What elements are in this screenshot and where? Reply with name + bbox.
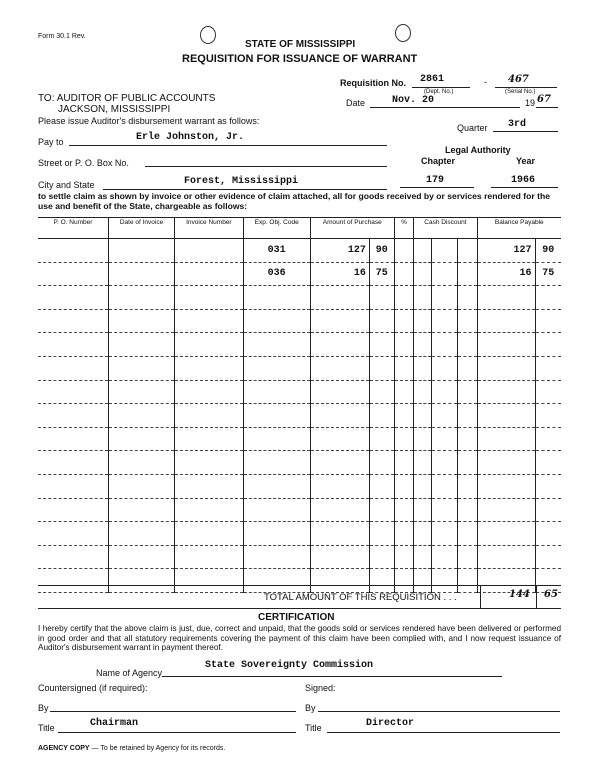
amount-cents-cell: 75 — [369, 262, 394, 286]
exp-code-cell: 031 — [243, 239, 310, 263]
exp-code-cell — [243, 333, 310, 357]
percent-cell — [394, 427, 414, 451]
percent-cell — [394, 474, 414, 498]
col-date-of-invoice: Date of Invoice — [108, 218, 174, 239]
balance-cents-cell — [535, 474, 561, 498]
discount-cell-b — [431, 498, 457, 522]
amount-cents-cell — [369, 380, 394, 404]
balance-cents-cell — [535, 427, 561, 451]
amount-dollars-cell — [310, 522, 369, 546]
table-row — [38, 545, 561, 569]
claims-table — [38, 217, 561, 593]
invoice-date-cell — [108, 545, 174, 569]
city-label: City and State — [38, 180, 95, 190]
discount-cell-c — [457, 286, 477, 310]
pay-to-line — [69, 145, 387, 146]
balance-dollars-cell — [477, 451, 535, 475]
percent-cell — [394, 545, 414, 569]
discount-cell-c — [457, 451, 477, 475]
settle-claim-text: to settle claim as shown by invoice or other evidence of claim attached, all for goods received by or services rendered for the use and benefit of the State, chargeable as follows: — [38, 191, 550, 211]
discount-cell-a — [414, 286, 432, 310]
percent-cell — [394, 333, 414, 357]
discount-cell-b — [431, 427, 457, 451]
by-label-left: By — [38, 703, 49, 713]
discount-cell-a — [414, 451, 432, 475]
discount-cell-b — [431, 545, 457, 569]
invoice-date-cell — [108, 474, 174, 498]
percent-cell — [394, 380, 414, 404]
discount-cell-a — [414, 380, 432, 404]
invoice-number-cell — [175, 356, 243, 380]
street-label: Street or P. O. Box No. — [38, 158, 129, 168]
balance-dollars-cell: 127 — [477, 239, 535, 263]
certification-text: I hereby certify that the above claim is just, due, correct and unpaid, that the goods sold or services rendered have been delivered or performed in good order and that all statutory requirements covering the payment of this claim have been complied with, and I now request issuance of Auditor's disbursement warrant in payment thereof. — [38, 624, 561, 652]
col-cash-discount: Cash Discount — [414, 218, 477, 239]
amount-dollars-cell — [310, 356, 369, 380]
table-row — [38, 451, 561, 475]
quarter-value: 3rd — [508, 119, 527, 130]
balance-cents-cell — [535, 333, 561, 357]
invoice-date-cell — [108, 498, 174, 522]
col-balance-payable: Balance Payable — [477, 218, 561, 239]
year-line — [536, 107, 558, 108]
dept-number-line — [412, 87, 470, 88]
discount-cell-a — [414, 474, 432, 498]
balance-cents-cell — [535, 309, 561, 333]
discount-cell-a — [414, 262, 432, 286]
balance-dollars-cell — [477, 404, 535, 428]
amount-cents-cell — [369, 427, 394, 451]
year-label: Year — [516, 156, 536, 166]
city-line — [103, 189, 387, 190]
by-label-right: By — [305, 703, 316, 713]
exp-code-cell — [243, 404, 310, 428]
exp-code-cell — [243, 498, 310, 522]
invoice-number-cell — [175, 309, 243, 333]
exp-code-cell — [243, 474, 310, 498]
addressee-line1: TO: AUDITOR OF PUBLIC ACCOUNTS — [38, 93, 216, 104]
amount-dollars-cell — [310, 309, 369, 333]
percent-cell — [394, 404, 414, 428]
col-percent: % — [394, 218, 414, 239]
invoice-number-cell — [175, 262, 243, 286]
table-row — [38, 239, 561, 263]
table-row — [38, 380, 561, 404]
amount-dollars-cell — [310, 545, 369, 569]
discount-cell-b — [431, 380, 457, 404]
balance-cents-cell — [535, 404, 561, 428]
percent-cell — [394, 356, 414, 380]
invoice-number-cell — [175, 380, 243, 404]
exp-code-cell — [243, 380, 310, 404]
date-value: Nov. 20 — [392, 95, 435, 106]
amount-cents-cell — [369, 286, 394, 310]
year-value: 1966 — [511, 175, 536, 186]
state-heading: STATE OF MISSISSIPPI — [245, 39, 356, 50]
discount-cell-c — [457, 380, 477, 404]
balance-dollars-cell — [477, 498, 535, 522]
serial-caption: (Serial No.) — [505, 89, 536, 95]
po-number-cell — [38, 286, 108, 310]
discount-cell-a — [414, 498, 432, 522]
col-exp-obj-code: Exp. Obj. Code — [243, 218, 310, 239]
table-row — [38, 427, 561, 451]
balance-dollars-cell — [477, 427, 535, 451]
invoice-number-cell — [175, 333, 243, 357]
discount-cell-b — [431, 333, 457, 357]
balance-cents-cell: 90 — [535, 239, 561, 263]
table-row — [38, 404, 561, 428]
discount-cell-b — [431, 286, 457, 310]
amount-dollars-cell — [310, 427, 369, 451]
pay-to-value: Erle Johnston, Jr. — [136, 132, 245, 143]
balance-dollars-cell — [477, 380, 535, 404]
amount-cents-cell — [369, 522, 394, 546]
discount-cell-c — [457, 474, 477, 498]
chapter-label: Chapter — [421, 156, 456, 166]
po-number-cell — [38, 404, 108, 428]
serial-number: 467 — [508, 74, 529, 85]
amount-cents-cell — [369, 545, 394, 569]
chapter-value: 179 — [426, 175, 445, 186]
dept-number: 2861 — [420, 74, 445, 85]
balance-cents-cell — [535, 356, 561, 380]
balance-dollars-cell: 16 — [477, 262, 535, 286]
po-number-cell — [38, 427, 108, 451]
exp-code-cell — [243, 356, 310, 380]
agency-value: State Sovereignty Commission — [205, 660, 374, 671]
requisition-label: Requisition No. — [340, 78, 406, 88]
percent-cell — [394, 286, 414, 310]
quarter-label: Quarter — [457, 123, 488, 133]
dept-caption: (Dept. No.) — [424, 89, 454, 95]
exp-code-cell — [243, 309, 310, 333]
invoice-date-cell — [108, 286, 174, 310]
percent-cell — [394, 239, 414, 263]
table-row — [38, 356, 561, 380]
agency-copy-text: — To be retained by Agency for its records. — [91, 745, 226, 752]
table-row — [38, 498, 561, 522]
table-row — [38, 522, 561, 546]
amount-dollars-cell — [310, 498, 369, 522]
discount-cell-a — [414, 239, 432, 263]
agency-line — [162, 676, 502, 677]
balance-cents-cell — [535, 545, 561, 569]
chapter-line — [400, 187, 474, 188]
table-row — [38, 262, 561, 286]
discount-cell-c — [457, 498, 477, 522]
invoice-date-cell — [108, 427, 174, 451]
balance-dollars-cell — [477, 522, 535, 546]
discount-cell-c — [457, 427, 477, 451]
po-number-cell — [38, 356, 108, 380]
form-number: Form 30.1 Rev. — [38, 33, 86, 40]
discount-cell-a — [414, 333, 432, 357]
balance-cents-cell — [535, 286, 561, 310]
po-number-cell — [38, 545, 108, 569]
title-value-left: Chairman — [90, 718, 139, 729]
amount-cents-cell — [369, 474, 394, 498]
po-number-cell — [38, 451, 108, 475]
form-title: REQUISITION FOR ISSUANCE OF WARRANT — [182, 53, 418, 65]
discount-cell-c — [457, 239, 477, 263]
punch-hole-left — [200, 26, 216, 44]
amount-dollars-cell — [310, 404, 369, 428]
exp-code-cell — [243, 545, 310, 569]
discount-cell-a — [414, 545, 432, 569]
amount-cents-cell — [369, 451, 394, 475]
balance-cents-cell — [535, 498, 561, 522]
po-number-cell — [38, 522, 108, 546]
discount-cell-c — [457, 356, 477, 380]
invoice-number-cell — [175, 427, 243, 451]
amount-cents-cell — [369, 333, 394, 357]
po-number-cell — [38, 333, 108, 357]
table-row — [38, 474, 561, 498]
certification-title: CERTIFICATION — [258, 612, 335, 623]
po-number-cell — [38, 474, 108, 498]
invoice-date-cell — [108, 262, 174, 286]
percent-cell — [394, 522, 414, 546]
discount-cell-a — [414, 522, 432, 546]
balance-dollars-cell — [477, 356, 535, 380]
balance-dollars-cell — [477, 474, 535, 498]
col-amount-of-purchase: Amount of Purchase — [310, 218, 394, 239]
quarter-line — [493, 131, 558, 132]
discount-cell-c — [457, 309, 477, 333]
invoice-number-cell — [175, 498, 243, 522]
legal-authority-label: Legal Authority — [445, 145, 511, 155]
discount-cell-a — [414, 427, 432, 451]
balance-dollars-cell — [477, 545, 535, 569]
po-number-cell — [38, 239, 108, 263]
footer-note — [38, 745, 225, 752]
balance-dollars-cell — [477, 333, 535, 357]
amount-dollars-cell: 127 — [310, 239, 369, 263]
amount-dollars-cell — [310, 474, 369, 498]
exp-code-cell — [243, 451, 310, 475]
discount-cell-c — [457, 522, 477, 546]
discount-cell-c — [457, 404, 477, 428]
title-label-right: Title — [305, 723, 322, 733]
total-cents: 65 — [544, 589, 558, 600]
agency-copy-label: AGENCY COPY — [38, 745, 90, 752]
signed-label: Signed: — [305, 683, 336, 693]
amount-dollars-cell — [310, 451, 369, 475]
title-label-left: Title — [38, 723, 55, 733]
discount-cell-a — [414, 356, 432, 380]
discount-cell-b — [431, 262, 457, 286]
by-line-right — [318, 711, 560, 712]
invoice-date-cell — [108, 522, 174, 546]
amount-cents-cell — [369, 356, 394, 380]
amount-dollars-cell: 16 — [310, 262, 369, 286]
table-row — [38, 286, 561, 310]
amount-dollars-cell — [310, 380, 369, 404]
table-header-row — [38, 218, 561, 239]
amount-dollars-cell — [310, 333, 369, 357]
title-value-right: Director — [366, 718, 415, 729]
invoice-date-cell — [108, 309, 174, 333]
col-po-number: P. O. Number — [38, 218, 108, 239]
street-line — [145, 166, 387, 167]
percent-cell — [394, 309, 414, 333]
invoice-number-cell — [175, 451, 243, 475]
amount-cents-cell — [369, 498, 394, 522]
invoice-number-cell — [175, 474, 243, 498]
invoice-date-cell — [108, 333, 174, 357]
exp-code-cell — [243, 286, 310, 310]
po-number-cell — [38, 380, 108, 404]
invoice-date-cell — [108, 239, 174, 263]
po-number-cell — [38, 262, 108, 286]
discount-cell-a — [414, 404, 432, 428]
amount-cents-cell — [369, 309, 394, 333]
title-line-right — [327, 732, 560, 733]
discount-cell-a — [414, 309, 432, 333]
invoice-date-cell — [108, 380, 174, 404]
invoice-date-cell — [108, 451, 174, 475]
punch-hole-right — [395, 24, 411, 42]
year-suffix: 67 — [537, 94, 551, 105]
exp-code-cell — [243, 522, 310, 546]
discount-cell-b — [431, 404, 457, 428]
year-prefix: 19 — [525, 98, 536, 108]
discount-cell-b — [431, 309, 457, 333]
balance-dollars-cell — [477, 309, 535, 333]
percent-cell — [394, 262, 414, 286]
invoice-number-cell — [175, 286, 243, 310]
percent-cell — [394, 451, 414, 475]
discount-cell-c — [457, 545, 477, 569]
legal-year-line — [491, 187, 558, 188]
balance-cents-cell — [535, 380, 561, 404]
discount-cell-b — [431, 239, 457, 263]
invoice-number-cell — [175, 239, 243, 263]
table-row — [38, 309, 561, 333]
balance-cents-cell: 75 — [535, 262, 561, 286]
date-label: Date — [346, 98, 366, 108]
amount-cents-cell — [369, 404, 394, 428]
by-line-left — [50, 711, 296, 712]
addressee-line2: JACKSON, MISSISSIPPI — [58, 104, 171, 115]
countersigned-label: Countersigned (if required): — [38, 683, 148, 693]
date-line — [370, 107, 520, 108]
exp-code-cell — [243, 427, 310, 451]
invoice-number-cell — [175, 404, 243, 428]
city-value: Forest, Mississippi — [184, 176, 299, 187]
total-row — [38, 585, 561, 609]
discount-cell-b — [431, 474, 457, 498]
total-label: TOTAL AMOUNT OF THIS REQUISITION . . . — [264, 592, 457, 603]
invoice-date-cell — [108, 404, 174, 428]
invoice-number-cell — [175, 522, 243, 546]
discount-cell-c — [457, 333, 477, 357]
po-number-cell — [38, 309, 108, 333]
invoice-date-cell — [108, 356, 174, 380]
balance-cents-cell — [535, 451, 561, 475]
pay-to-label: Pay to — [38, 137, 64, 147]
discount-cell-b — [431, 451, 457, 475]
total-dollars: 144 — [509, 589, 530, 600]
title-line-left — [58, 732, 296, 733]
discount-cell-b — [431, 356, 457, 380]
balance-cents-cell — [535, 522, 561, 546]
discount-cell-b — [431, 522, 457, 546]
percent-cell — [394, 498, 414, 522]
amount-dollars-cell — [310, 286, 369, 310]
discount-cell-c — [457, 262, 477, 286]
table-row — [38, 333, 561, 357]
balance-dollars-cell — [477, 286, 535, 310]
agency-label: Name of Agency — [96, 668, 163, 678]
amount-cents-cell: 90 — [369, 239, 394, 263]
serial-number-line — [495, 87, 557, 88]
po-number-cell — [38, 498, 108, 522]
instruction-text: Please issue Auditor's disbursement warrant as follows: — [38, 116, 260, 126]
invoice-number-cell — [175, 545, 243, 569]
col-invoice-number: Invoice Number — [175, 218, 243, 239]
exp-code-cell: 036 — [243, 262, 310, 286]
